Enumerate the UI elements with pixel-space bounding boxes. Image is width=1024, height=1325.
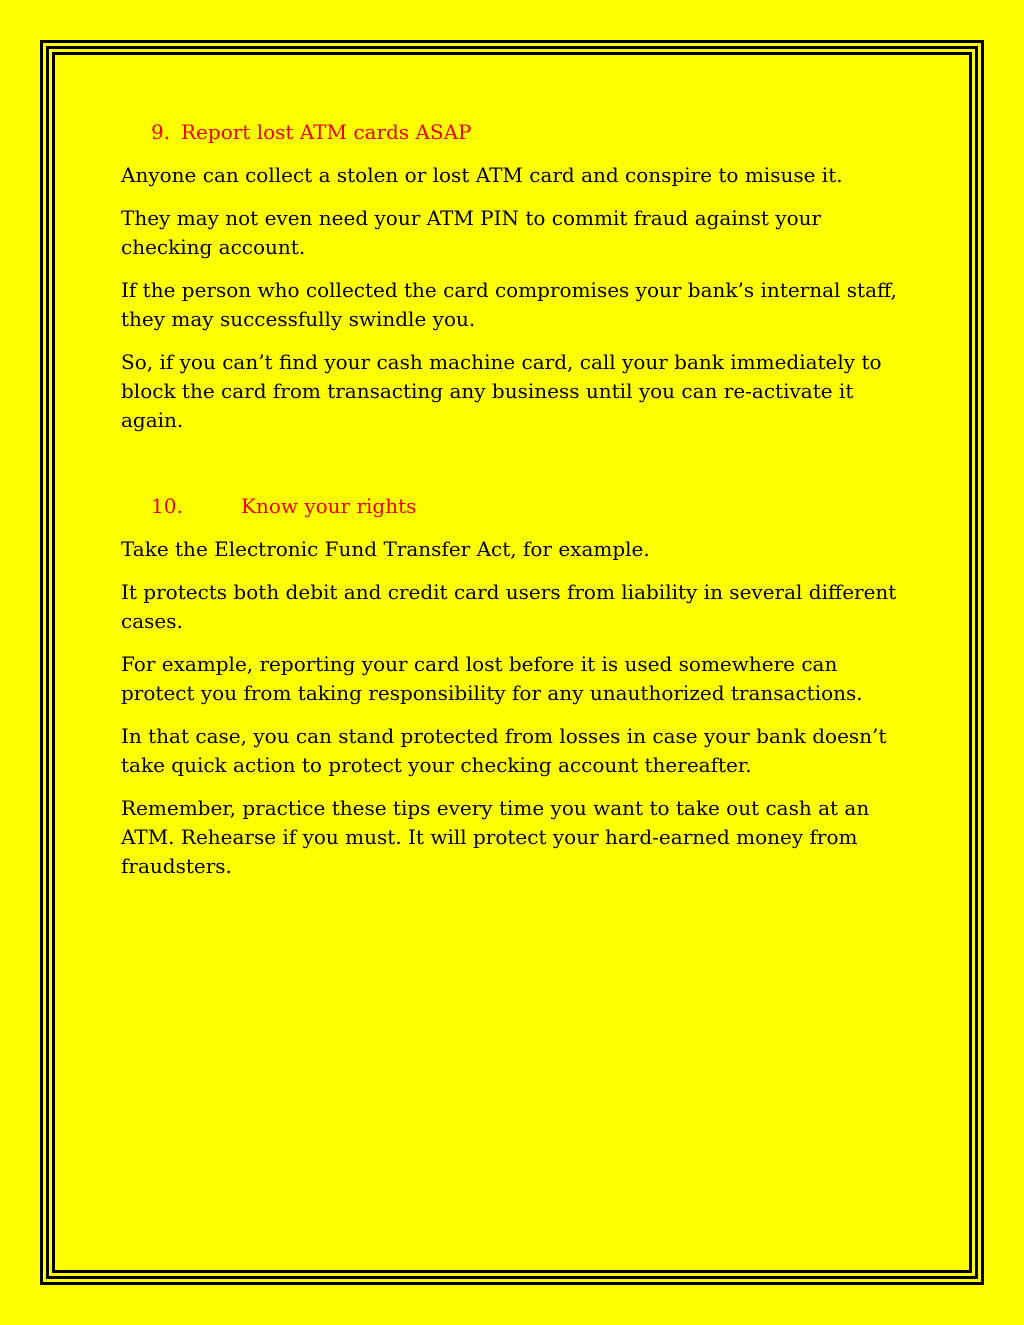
section-10-paragraph: For example, reporting your card lost before it is used somewhere can protect you from taking responsibility for any unauthorized transactions.	[121, 652, 863, 705]
section-9-paragraph: If the person who collected the card compromises your bank’s internal staff, they may successfully swindle you.	[121, 278, 897, 331]
section-9-paragraph: They may not even need your ATM PIN to commit fraud against your checking account.	[121, 206, 822, 259]
section-10-paragraph: Take the Electronic Fund Transfer Act, for example.	[121, 537, 650, 561]
section-10-heading	[121, 492, 911, 521]
document-body	[121, 118, 911, 895]
section-9-paragraph: So, if you can’t find your cash machine card, call your bank immediately to block the card from transacting any business until you can re-activate it again.	[121, 350, 882, 432]
section-spacer	[121, 449, 911, 492]
section-9-heading	[121, 118, 911, 147]
section-10-paragraph: It protects both debit and credit card users from liability in several different cases.	[121, 580, 897, 633]
section-10-number: 10.	[151, 494, 183, 518]
section-9-paragraph: Anyone can collect a stolen or lost ATM card and conspire to misuse it.	[121, 163, 843, 187]
section-9-title: Report lost ATM cards ASAP	[181, 120, 472, 144]
section-10-title: Know your rights	[241, 494, 417, 518]
section-10-paragraph: In that case, you can stand protected from losses in case your bank doesn’t take quick action to protect your checking account thereafter.	[121, 724, 887, 777]
section-10-paragraph: Remember, practice these tips every time you want to take out cash at an ATM. Rehearse if you must. It will protect your hard-earned money from fraudsters.	[121, 796, 870, 878]
section-9-number: 9.	[151, 120, 171, 144]
